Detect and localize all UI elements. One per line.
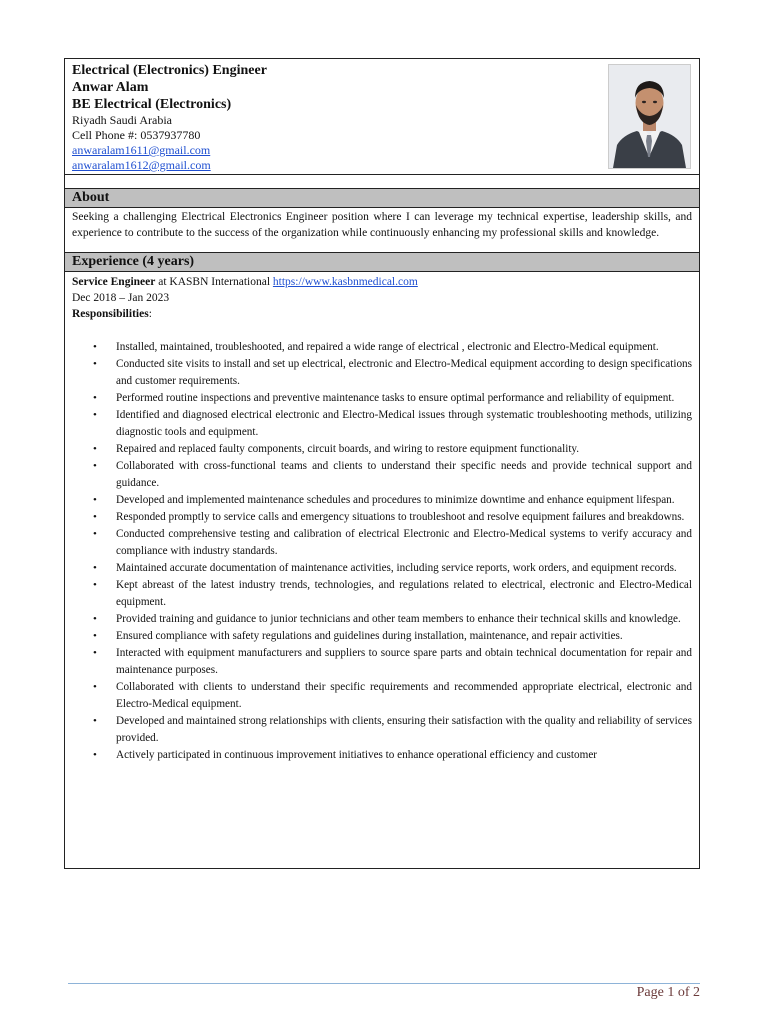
responsibility-item (72, 628, 692, 645)
responsibility-item (72, 390, 692, 407)
responsibilities-colon: : (148, 308, 152, 320)
responsibility-text: Collaborated with cross-functional teams and clients to understand their specific needs and provide technical support and guidance. (116, 460, 692, 489)
bullet-icon: • (93, 579, 97, 591)
bullet-icon: • (93, 647, 97, 659)
responsibility-item (72, 458, 692, 492)
bullet-icon: • (93, 392, 97, 404)
responsibility-item (72, 577, 692, 611)
bullet-icon: • (93, 630, 97, 642)
responsibility-item (72, 526, 692, 560)
responsibility-item (72, 560, 692, 577)
degree: BE Electrical (Electronics) (72, 97, 232, 112)
role-title: Service Engineer (72, 276, 156, 288)
bullet-icon: • (93, 494, 97, 506)
responsibility-text: Developed and implemented maintenance schedules and procedures to minimize downtime and enhance equipment lifespan. (116, 494, 675, 506)
employment-dates: Dec 2018 – Jan 2023 (72, 292, 170, 304)
spacer-row (65, 175, 699, 189)
experience-body (65, 272, 699, 868)
responsibility-text: Actively participated in continuous improvement initiatives to enhance operational efficiency and customer (116, 749, 598, 761)
responsibility-text: Kept abreast of the latest industry trends, technologies, and regulations related to electrical, electronic and Electro-Medical equipment. (116, 579, 692, 608)
responsibility-text: Performed routine inspections and preventive maintenance tasks to ensure optimal performance and reliability of equipment. (116, 392, 675, 404)
responsibility-item (72, 679, 692, 713)
responsibility-text: Conducted comprehensive testing and calibration of electrical Electronic and Electro-Medical systems to verify accuracy and compliance with industry standards. (116, 528, 692, 557)
responsibility-text: Repaired and replaced faulty components, circuit boards, and wiring to restore equipment functionality. (116, 443, 580, 455)
bullet-icon: • (93, 715, 97, 727)
responsibilities-heading (72, 306, 692, 322)
footer-divider (68, 983, 700, 984)
bullet-icon: • (93, 562, 97, 574)
responsibility-text: Ensured compliance with safety regulations and guidelines during installation, maintenance, and repair activities. (116, 630, 623, 642)
responsibility-text: Responded promptly to service calls and emergency situations to troubleshoot and resolve equipment failures and breakdowns. (116, 511, 685, 523)
bullet-icon: • (93, 681, 97, 693)
responsibility-item (72, 747, 692, 764)
about-text: Seeking a challenging Electrical Electronics Engineer position where I can leverage my technical expertise, leadership skills, and experience to contribute to the success of the organization while continuously enhancing my professional skills and knowledge. (65, 208, 699, 253)
experience-title: Experience (4 years) (65, 253, 699, 272)
phone: Cell Phone #: 0537937780 (72, 128, 201, 142)
job-title: Electrical (Electronics) Engineer (72, 63, 267, 78)
responsibilities-label: Responsibilities (72, 308, 149, 320)
portrait-image (609, 65, 690, 168)
responsibility-item (72, 509, 692, 526)
bullet-icon: • (93, 443, 97, 455)
responsibility-text: Maintained accurate documentation of maintenance activities, including service reports, work orders, and equipment records. (116, 562, 677, 574)
resume-table (64, 58, 700, 869)
bullet-icon: • (93, 528, 97, 540)
responsibility-text: Interacted with equipment manufacturers and suppliers to source spare parts and obtain technical documentation for repair and maintenance purposes. (116, 647, 692, 676)
responsibility-item (72, 492, 692, 509)
profile-photo (608, 64, 691, 169)
responsibility-item (72, 713, 692, 747)
role-line (72, 274, 692, 290)
responsibility-item (72, 645, 692, 679)
bullet-icon: • (93, 358, 97, 370)
responsibility-text: Identified and diagnosed electrical electronic and Electro-Medical issues through systematic troubleshooting methods, utilizing diagnostic tools and equipment. (116, 409, 692, 438)
bullet-icon: • (93, 460, 97, 472)
page-number: Page 1 of 2 (636, 985, 700, 1000)
responsibility-item (72, 611, 692, 628)
location: Riyadh Saudi Arabia (72, 113, 172, 127)
about-title: About (65, 189, 699, 208)
bullet-icon: • (93, 749, 97, 761)
responsibility-text: Provided training and guidance to junior technicians and other team members to enhance their technical skills and knowledge. (116, 613, 681, 625)
bullet-icon: • (93, 409, 97, 421)
company-url-link[interactable]: https://www.kasbnmedical.com (272, 276, 418, 288)
bullet-icon: • (93, 511, 97, 523)
responsibility-text: Installed, maintained, troubleshooted, and repaired a wide range of electrical , electronic and Electro-Medical equipment. (116, 341, 659, 353)
bullet-icon: • (93, 613, 97, 625)
email-link-1[interactable]: anwaralam1611@gmail.com (72, 143, 211, 157)
responsibility-item (72, 339, 692, 356)
header-section (65, 59, 699, 175)
responsibility-text: Collaborated with clients to understand their specific requirements and recommended appropriate electrical, electronic and Electro-Medical equipment. (116, 681, 692, 710)
bullet-icon: • (93, 341, 97, 353)
company-text: at KASBN International (155, 276, 273, 288)
responsibility-item (72, 356, 692, 390)
responsibility-item (72, 407, 692, 441)
email-link-2[interactable]: anwaralam1612@gmail.com (72, 158, 211, 172)
responsibility-text: Developed and maintained strong relationships with clients, ensuring their satisfaction with the quality and reliability of services provided. (116, 715, 692, 744)
responsibility-text: Conducted site visits to install and set up electrical, electronic and Electro-Medical equipment according to design specifications and customer requirements. (116, 358, 692, 387)
responsibilities-list (72, 339, 692, 764)
responsibility-item (72, 441, 692, 458)
candidate-name: Anwar Alam (72, 80, 149, 95)
